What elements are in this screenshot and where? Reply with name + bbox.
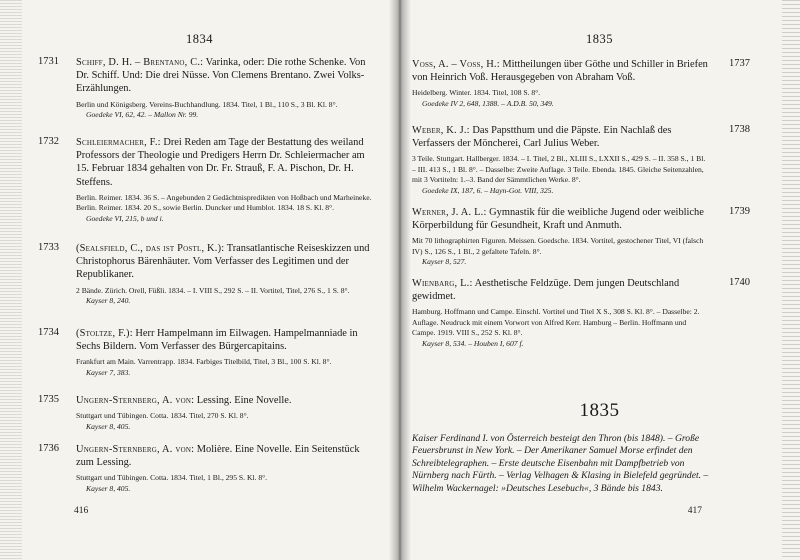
entry-number: 1737: [729, 58, 750, 69]
entry-author: (Stoltze, F.):: [76, 328, 133, 339]
entry-title-text: Molière. Eine Novelle. Ein Seitenstück zum Lessing.: [76, 444, 360, 469]
entry-reference: Goedeke IX, 187, 6. – Hayn-Got. VIII, 325.: [422, 185, 554, 195]
scan-edge-shadow: [0, 0, 22, 560]
page-number: 416: [74, 506, 89, 516]
entry-author: Ungern-Sternberg, A. von:: [76, 444, 195, 455]
entry-title-text: Lessing. Eine Novelle.: [196, 395, 292, 406]
entry-reference: Kayser 8, 405.: [86, 421, 131, 431]
entry-reference: Goedeke VI, 62, 42. – Mallon Nr. 99.: [86, 110, 199, 120]
entry-author: Schleiermacher, F.:: [76, 137, 161, 148]
year-heading: 1835: [579, 400, 620, 421]
catalog-entry: [412, 58, 750, 109]
entry-reference: Goedeke VI, 215, b und i.: [86, 213, 164, 223]
entry-number: 1739: [729, 206, 750, 217]
entry-detail: Berlin. Reimer. 1834. 36 S. – Angebunden 2 Gedächtnispredikten von Hoßbach und Marheineke. Berlin. Reimer. 1834. 20 S., sowie Berlin. Duncker und Humblot. 1834. 18 S. Kl. 8°.: [76, 192, 372, 213]
entry-author: Wienbarg, L.:: [412, 278, 473, 289]
entry-title: [412, 277, 710, 303]
entry-reference: Kayser 8, 534. – Houben I, 607 f.: [422, 338, 524, 348]
entry-title-text: Das Papstthum und die Päpste. Ein Nachlaß des Verfassers der Möncherei, Carl Julius Weber.: [412, 125, 672, 150]
entry-author: Werner, J. A. L.:: [412, 207, 487, 218]
entry-number: 1736: [38, 443, 59, 454]
entry-title-text: Mittheilungen über Göthe und Schiller in Briefen von Heinrich Voß. Herausgegeben von Abraham Voß.: [412, 59, 708, 84]
entry-title: [412, 58, 710, 84]
entry-title: [76, 136, 376, 189]
entry-detail: Stuttgart und Tübingen. Cotta. 1834. Titel, 270 S. Kl. 8°.: [76, 411, 249, 421]
catalog-entry: [38, 56, 376, 120]
entry-reference: Kayser 8, 527.: [422, 257, 467, 267]
entry-author: Voss, A. – Voss, H.:: [412, 59, 500, 70]
entry-title: [76, 242, 376, 282]
catalog-entry: [38, 242, 376, 306]
entry-detail: Berlin und Königsberg. Vereins-Buchhandlung. 1834. Titel, 1 Bl., 110 S., 3 Bl. Kl. 8°.: [76, 99, 338, 109]
entry-author: (Sealsfield, C., das ist Postl, K.):: [76, 243, 225, 254]
entry-title: [76, 394, 376, 407]
entry-reference: Kayser 8, 240.: [86, 296, 131, 306]
running-head: 1835: [586, 32, 613, 46]
left-page: [0, 0, 399, 560]
entry-author: Weber, K. J.:: [412, 125, 470, 136]
entry-title: [76, 443, 376, 469]
entry-detail: 2 Bände. Zürich. Orell, Füßli. 1834. – I. VIII S., 292 S. – II. Vortitel, Titel, 276 S., 1 S. 8°.: [76, 285, 350, 295]
entry-detail: Stuttgart und Tübingen. Cotta. 1834. Titel, 1 Bl., 295 S. Kl. 8°.: [76, 473, 268, 483]
entry-title: [412, 206, 710, 232]
entry-detail: 3 Teile. Stuttgart. Hallberger. 1834. – I. Titel, 2 Bl., XLIII S., LXXII S., 429 S. – II. 358 S., 1 Bl. – III. 413 S., 1 Bl. 8°. – Dasselbe: Zweite Auflage. 3 Teile. Ebenda. 1845. Gleiche Seitenzahlen, mit 3 Vortiteln: 1.–3. Band der Sämmtlichen Werke. 8°.: [412, 154, 706, 185]
entry-title: [76, 56, 376, 96]
entry-detail: Hamburg. Hoffmann und Campe. Einschl. Vortitel und Titel X S., 308 S. Kl. 8°. – Dasselbe: 2. Auflage. Neudruck mit einem Vorwort von Alfred Kerr. Hamburg – Berlin. Hoffmann und Campe. 1919. VIII S., 252 S. Kl. 8°.: [412, 307, 700, 338]
entry-title: [76, 327, 376, 353]
entry-number: 1738: [729, 124, 750, 135]
entry-title: [412, 124, 710, 150]
entry-title-text: Varinka, oder: Die rothe Schenke. Von Dr. Schiff. Und: Die drei Nüsse. Von Clemens Brentano. Zwei Volks-Erzählungen.: [76, 57, 366, 95]
entry-reference: Kayser 7, 383.: [86, 367, 131, 377]
entry-detail: Heidelberg. Winter. 1834. Titel, 108 S. 8°.: [412, 88, 541, 98]
entry-title-text: Herr Hampelmann im Eilwagen. Hampelmanniade in Sechs Bildern. Vom Verfasser des Bürgercapitains.: [76, 328, 358, 353]
catalog-entry: [38, 443, 376, 494]
catalog-entry: [38, 136, 376, 224]
entry-author: Schiff, D. H. – Brentano, C.:: [76, 57, 204, 68]
page-number: 417: [687, 506, 702, 516]
entry-number: 1735: [38, 394, 59, 405]
entry-detail: Frankfurt am Main. Varrentrapp. 1834. Farbiges Titelbild, Titel, 3 Bl., 100 S. Kl. 8°.: [76, 357, 332, 367]
entry-title-text: Gymnastik für die weibliche Jugend oder weibliche Körperbildung für Gesundheit, Kraft und Anmuth.: [412, 207, 704, 232]
year-events-paragraph: Kaiser Ferdinand I. von Österreich besteigt den Thron (bis 1848). – Große Feuersbrunst in New York. – Der Amerikaner Samuel Morse erfindet den Schreibtelegraphen. – Erste deutsche Eisenbahn mit Dampfbetrieb von Nürnberg nach Fürth. – Verlag Velhagen & Klasing in Bielefeld gegründet. – Wilhelm Wackernagel: »Deutsches Lesebuch«, 3 Bände bis 1843.: [412, 433, 709, 494]
entry-title-text: Aesthetische Feldzüge. Dem jungen Deutschland gewidmet.: [412, 278, 680, 303]
catalog-entry: [412, 206, 750, 268]
entry-number: 1733: [38, 242, 59, 253]
book-gutter: [389, 0, 411, 560]
right-page: [399, 0, 800, 560]
catalog-entry: [412, 124, 750, 196]
running-head: 1834: [186, 32, 213, 46]
catalog-entry: [412, 277, 750, 349]
entry-reference: Goedeke IV 2, 648, 1388. – A.D.B. 50, 349.: [422, 98, 554, 108]
entry-number: 1740: [729, 277, 750, 288]
scan-edge-shadow: [782, 0, 800, 560]
entry-reference: Kayser 8, 405.: [86, 483, 131, 493]
catalog-entry: [38, 327, 376, 378]
entry-number: 1731: [38, 56, 59, 67]
entry-title-text: Transatlantische Reiseskizzen und Christophorus Bärenhäuter. Vom Verfasser des Legitimen und der Republikaner.: [76, 243, 370, 281]
entry-title-text: Drei Reden am Tage der Bestattung des weiland Professors der Theologie und Predigers Herrn Dr. Schleiermacher am 15. Februar 1834 gehalten von Dr. Fr. Strauß, F. A. Pischon, Dr. H. Steffens.: [76, 137, 365, 188]
entry-number: 1732: [38, 136, 59, 147]
catalog-entry: [38, 394, 376, 432]
entry-number: 1734: [38, 327, 59, 338]
entry-author: Ungern-Sternberg, A. von:: [76, 395, 195, 406]
entry-detail: Mit 70 lithographirten Figuren. Meissen. Goedsche. 1834. Vortitel, gestochener Titel, VI (falsch IV) S., 126 S., 1 Bl., 2 gefaltete Tafeln. 8°.: [412, 236, 704, 256]
